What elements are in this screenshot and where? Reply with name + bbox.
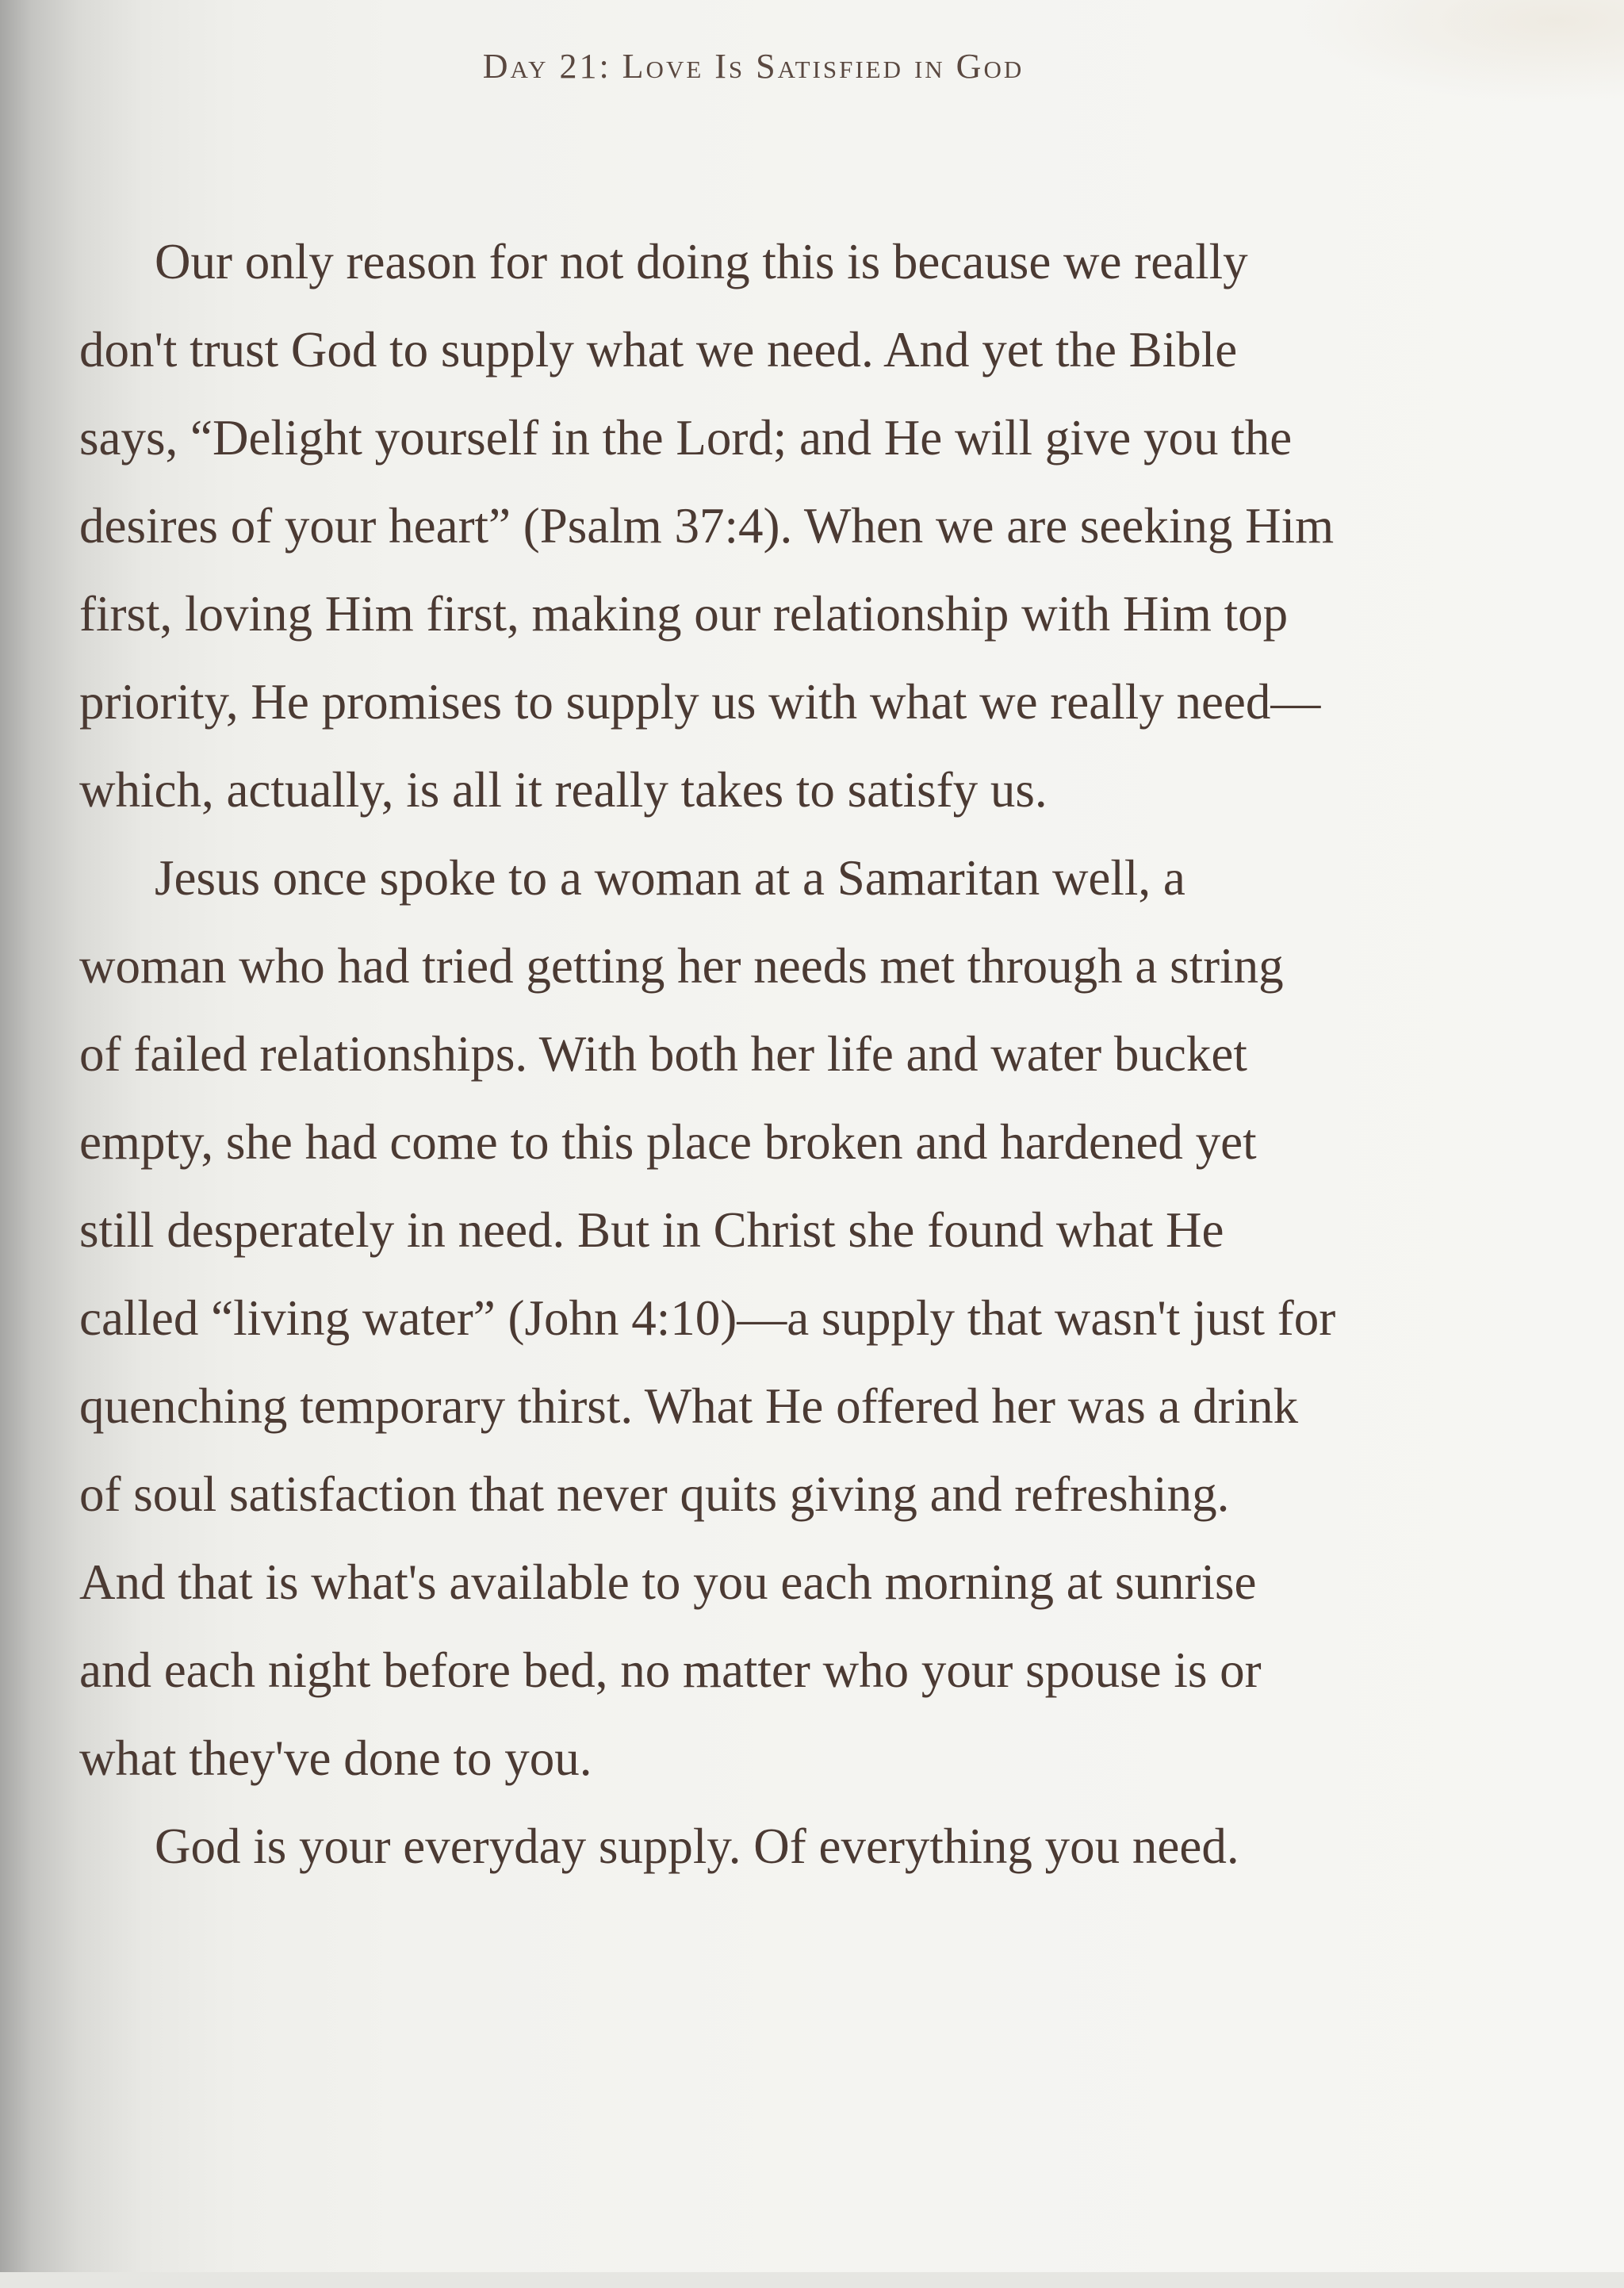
paragraph-1-line-6: priority, He promises to supply us with what we really need— — [79, 674, 1321, 730]
paragraph-2-line-11: what they've done to you. — [79, 1730, 592, 1786]
paragraph-1-line-1: Our only reason for not doing this is because we really — [155, 234, 1248, 289]
paragraph-2-line-1: Jesus once spoke to a woman at a Samaritan well, a — [155, 850, 1185, 906]
paragraph-2-line-2: woman who had tried getting her needs met through a string — [79, 938, 1284, 994]
paragraph-1-line-7: which, actually, is all it really takes to satisfy us. — [79, 762, 1048, 818]
page-bottom-edge — [0, 2272, 1624, 2288]
running-head: Day 21: Love Is Satisfied in God — [482, 47, 1025, 86]
paragraph-2-line-6: called “living water” (John 4:10)—a supply that wasn't just for — [79, 1290, 1336, 1346]
paragraph-2-line-5: still desperately in need. But in Christ she found what He — [79, 1202, 1224, 1258]
paragraph-3-line-1: God is your everyday supply. Of everything you need. — [155, 1819, 1239, 1874]
paragraph-1-line-2: don't trust God to supply what we need. And yet the Bible — [79, 322, 1238, 378]
paragraph-2-line-10: and each night before bed, no matter who your spouse is or — [79, 1642, 1262, 1698]
body-text — [79, 218, 1507, 1891]
paragraph-1-line-4: desires of your heart” (Psalm 37:4). When we are seeking Him — [79, 498, 1335, 554]
paragraph-2-line-4: empty, she had come to this place broken and hardened yet — [79, 1114, 1257, 1170]
paragraph-1-line-5: first, loving Him first, making our relationship with Him top — [79, 586, 1289, 642]
paragraph-1-line-3: says, “Delight yourself in the Lord; and He will give you the — [79, 410, 1293, 466]
paragraph-2-line-8: of soul satisfaction that never quits giving and refreshing. — [79, 1466, 1230, 1522]
paragraph-2-line-7: quenching temporary thirst. What He offered her was a drink — [79, 1378, 1299, 1434]
paragraph-2-line-3: of failed relationships. With both her life and water bucket — [79, 1026, 1247, 1082]
paragraph-2-line-9: And that is what's available to you each morning at sunrise — [79, 1554, 1257, 1610]
